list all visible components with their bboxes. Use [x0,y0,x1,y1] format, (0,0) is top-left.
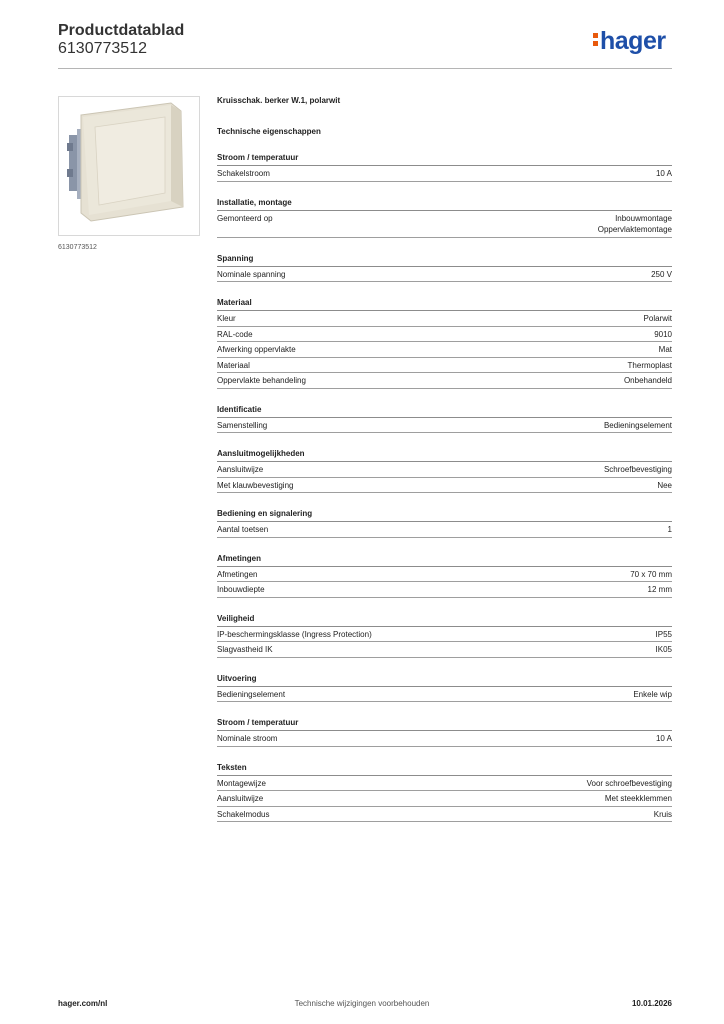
logo-text: hager [600,27,666,55]
image-caption: 6130773512 [58,244,97,251]
spec-label: Afwerking oppervlakte [217,345,296,354]
spec-value [648,584,672,596]
spec-value-line: Kruis [653,809,672,819]
spec-group-title: Installatie, montage [217,198,672,211]
footer-website: hager.com/nl [58,999,108,1008]
spec-groups [217,153,672,822]
page-title: Productdatablad [58,22,185,39]
spec-group [217,198,672,238]
spec-value-line: 10 A [655,169,672,178]
spec-value-line: IP55 [655,629,672,639]
spec-value-line: Nee [657,480,672,490]
header-divider [58,68,672,69]
spec-row [217,267,672,283]
spec-group [217,509,672,538]
spec-value [628,360,672,372]
spec-row [217,327,672,343]
spec-row [217,211,672,238]
spec-value [656,168,672,180]
spec-group-title: Stroom / temperatuur [217,153,672,166]
spec-value [654,809,672,821]
spec-label: Bedieningselement [217,689,286,699]
spec-value-line: Schroefbevestiging [603,465,672,474]
spec-group-title: Teksten [217,763,672,776]
product-number: 6130773512 [58,40,147,57]
spec-row [217,807,672,823]
spec-label: Aansluitwijze [217,794,264,803]
spec-value-line: Polarwit [643,314,672,323]
spec-value-line: 9010 [654,329,672,339]
spec-row [217,358,672,374]
spec-value [657,480,672,492]
spec-value-line: IK05 [655,645,672,654]
spec-section [217,96,672,822]
spec-label: Slagvastheid IK [217,645,273,654]
spec-value [644,313,672,325]
spec-group-title: Identificatie [217,405,672,418]
spec-value [624,375,672,387]
spec-group [217,254,672,283]
spec-value-line: Inbouwmontage [615,213,672,223]
spec-value [656,629,672,641]
spec-group-title: Afmetingen [217,554,672,567]
spec-label: Schakelmodus [217,809,270,819]
spec-value [630,569,672,581]
spec-row [217,342,672,358]
spec-row [217,791,672,807]
spec-value-line: Onbehandeld [623,376,672,385]
spec-group [217,763,672,823]
spec-label: Aansluitwijze [217,465,264,474]
spec-value [656,733,672,745]
spec-value-line: Mat [658,345,672,354]
spec-value-line: 250 V [651,269,672,279]
spec-value-line: 12 mm [647,585,672,594]
spec-value [654,329,672,341]
footer-disclaimer: Technische wijzigingen voorbehouden [294,999,430,1008]
spec-value-line: Thermoplast [627,360,672,370]
spec-label: Nominale spanning [217,269,286,279]
spec-group [217,298,672,389]
spec-row [217,522,672,538]
spec-value-line: 70 x 70 mm [630,569,672,579]
spec-label: Aantal toetsen [217,525,269,534]
spec-value [659,344,672,356]
spec-label: Nominale stroom [217,734,278,743]
spec-value-line: 1 [667,525,672,534]
spec-label: Inbouwdiepte [217,585,265,594]
spec-group-title: Uitvoering [217,674,672,687]
spec-label: Afmetingen [217,569,258,579]
spec-group-title: Veiligheid [217,614,672,627]
spec-label: Montagewijze [217,778,266,788]
spec-value-line: Enkele wip [633,689,672,699]
spec-row [217,373,672,389]
spec-label: Kleur [217,314,236,323]
spec-row [217,478,672,494]
spec-row [217,731,672,747]
spec-group [217,449,672,493]
spec-group [217,405,672,434]
spec-value [605,793,672,805]
spec-group [217,153,672,182]
spec-group-title: Spanning [217,254,672,267]
spec-value [604,464,672,476]
spec-value [656,644,672,656]
spec-row [217,418,672,434]
spec-value [587,778,672,790]
spec-group-title: Stroom / temperatuur [217,718,672,731]
spec-value-line: Oppervlaktemontage [597,225,672,234]
spec-row [217,166,672,182]
spec-value-line: Voor schroefbevestiging [586,778,672,788]
hager-logo [593,27,666,56]
spec-value-line: Bedieningselement [603,420,672,430]
footer-date: 10.01.2026 [631,999,672,1008]
spec-group-title: Aansluitmogelijkheden [217,449,672,462]
spec-group [217,718,672,747]
spec-value [598,213,672,236]
spec-label: Samenstelling [217,420,268,430]
spec-value-line: 10 A [655,734,672,743]
spec-value-line: Met steekklemmen [604,794,672,803]
spec-row [217,627,672,643]
spec-group-title: Bediening en signalering [217,509,672,522]
spec-value [604,420,672,432]
spec-row [217,582,672,598]
spec-group-title: Materiaal [217,298,672,311]
spec-row [217,462,672,478]
switch-icon [59,97,199,235]
spec-value [651,269,672,281]
spec-value [668,524,672,536]
spec-row [217,311,672,327]
spec-label: IP-beschermingsklasse (Ingress Protection) [217,629,372,639]
spec-row [217,776,672,792]
spec-label: Oppervlakte behandeling [217,376,306,385]
spec-row [217,687,672,703]
spec-label: Gemonteerd op [217,213,273,223]
spec-group [217,674,672,703]
spec-label: Met klauwbevestiging [217,480,294,490]
product-description: Kruisschak. berker W.1, polarwit [217,96,341,105]
logo-dots-icon [593,30,598,49]
spec-group [217,614,672,658]
spec-group [217,554,672,598]
product-image [58,96,200,236]
spec-row [217,642,672,658]
spec-label: RAL-code [217,329,253,339]
spec-row [217,567,672,583]
spec-value [633,689,672,701]
spec-label: Schakelstroom [217,169,270,178]
section-title: Technische eigenschappen [217,127,321,136]
spec-label: Materiaal [217,360,250,370]
